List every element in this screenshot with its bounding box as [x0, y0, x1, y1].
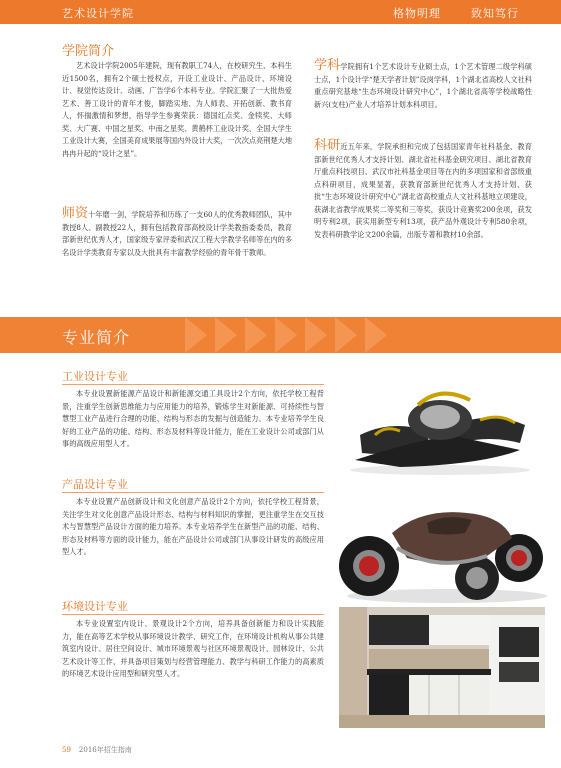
majors-banner — [0, 317, 561, 353]
environment-design-kitchen-image — [339, 607, 545, 728]
research-paragraph — [314, 140, 532, 241]
banner-chevron — [335, 317, 357, 353]
page-footer — [62, 745, 132, 755]
banner-chevron — [365, 317, 387, 353]
faculty-lead: 师资 — [62, 206, 89, 221]
environment-design-text: 本专业设置室内设计、景观设计2个方向，培养具备创新能力和设计实践能力，能在高等艺术学校从事环境设计教学、研究工作，在环境设计机构从事公共建筑室内设计、居住空间设计、城市环境景观与社区环境景观设计、园林设计、公共艺术设计等工作，并具备项目策划与经营管理能力、教学与科研工作能力的高素质的环境艺术设计应用型和研究型人才。 — [62, 619, 324, 678]
top-header-bar — [0, 0, 561, 24]
environment-design-title: 环境设计专业 — [62, 600, 128, 613]
college-intro-title: 学院简介 — [62, 44, 115, 59]
banner-chevron — [275, 317, 297, 353]
industrial-design-title: 工业设计专业 — [62, 370, 128, 383]
page-number: 59 — [62, 746, 71, 754]
discipline-text: 学院拥有1个艺术设计专业硕士点，1个艺术管理二级学科硕士点，1个设计学“楚天学者计划”设岗学科，1个湖北省高校人文社科重点研究基地“生态环境设计研究中心”，1个湖北省高等学校战略性新兴(支柱)产业人才培养计划本科项目。 — [314, 62, 532, 109]
motto-part-1: 格物明理 — [393, 7, 441, 20]
banner-chevron — [305, 317, 327, 353]
motto-part-2: 致知笃行 — [471, 7, 519, 20]
guide-title: 2016年招生指南 — [78, 746, 132, 754]
faculty-text: 十年磨一剑，学院培养和历练了一支60人的优秀教师团队，其中教授8人、副教授22人，拥有包括教育部高校设计学类教指委委员，教育部新世纪优秀人才，国家级专家评委和武汉工程大学教学名师等在内的多名设计学类教育专家以及大批具有丰富教学经验的青年骨干教师。 — [62, 210, 293, 257]
discipline-paragraph — [314, 60, 532, 111]
section-divider — [62, 492, 324, 493]
industrial-design-text: 本专业设置新能源产品设计和新能源交通工具设计2个方向，依托学校工程背景，注重学生创新思维能力与应用能力的培养，锻炼学生对新能源、可持续性与智慧型工业产品进行合理的功能、结构与形态的发掘与创造能力。本专业培养学生良好的工业产品的功能、结构、形态及材料等设计能力，能在工业设计公司或部门从事的高级应用型人才。 — [62, 389, 324, 448]
section-divider — [62, 384, 324, 385]
research-lead: 科研 — [314, 138, 341, 153]
banner-chevron — [215, 317, 237, 353]
product-design-text: 本专业设置产品创新设计和文化创意产品设计2个方向，依托学校工程背景，关注学生对文化创意产品设计形态、结构与材料知识的掌握，更注重学生在交互技术与智慧型产品设计方面的能力培养。本专业培养学生在新型产品的功能、结构、形态及材料等方面的设计能力，能在产品设计公司或部门从事设计研发的高级应用型人才。 — [62, 497, 324, 556]
majors-banner-title: 专业简介 — [62, 328, 131, 347]
section-divider — [62, 614, 324, 615]
industrial-design-vehicle-image — [340, 365, 540, 480]
college-intro-text: 艺术设计学院2005年建院，现有教职工74人，在校研究生、本科生近1500名，拥有2个硕士授权点，开设工业设计、产品设计、环境设计、视觉传达设计、动画、广告学6个本科专业。学院汇聚了一大批热爱艺术、善工设计的青年才俊，脚踏实地、为人师表、开拓创新、教书育人，怀揣激情和梦想，指导学生参赛荣获：德国红点奖、金犊奖、大师奖、大广赛、中国之星奖、中南之星奖、黄鹤杯工业设计奖、全国大学生工业设计大赛，全国美育成果展等国内外设计大奖，一次次点亮荆楚大地冉冉升起的“设计之星”。 — [62, 61, 293, 158]
discipline-lead: 学科 — [314, 58, 341, 73]
research-text: 近五年来，学院承担和完成了包括国家青年社科基金、教育部新世纪优秀人才支持计划、湖北省社科基金研究项目、湖北省教育厅重点科技项目、武汉市社科基金项目等在内的多项国家和省部级重点科研项目，成果显著，获教育部新世纪优秀人才支持计划、获批“生态环境设计研究中心”湖北省高校重点人文社科基地立项建设，获湖北省教学成果奖二等奖和三等奖，获设计竞赛奖200余项，获发明专利2项，获实用新型专利13项，获产品外观设计专利580余项，发表科研教学论文200余篇，出版专著和教材10余部。 — [314, 142, 532, 239]
banner-chevron — [245, 317, 267, 353]
faculty-paragraph — [62, 208, 292, 259]
product-design-title: 产品设计专业 — [62, 478, 128, 491]
product-design-vehicle-image — [337, 478, 547, 608]
college-name: 艺术设计学院 — [62, 7, 134, 20]
banner-chevron — [185, 317, 207, 353]
